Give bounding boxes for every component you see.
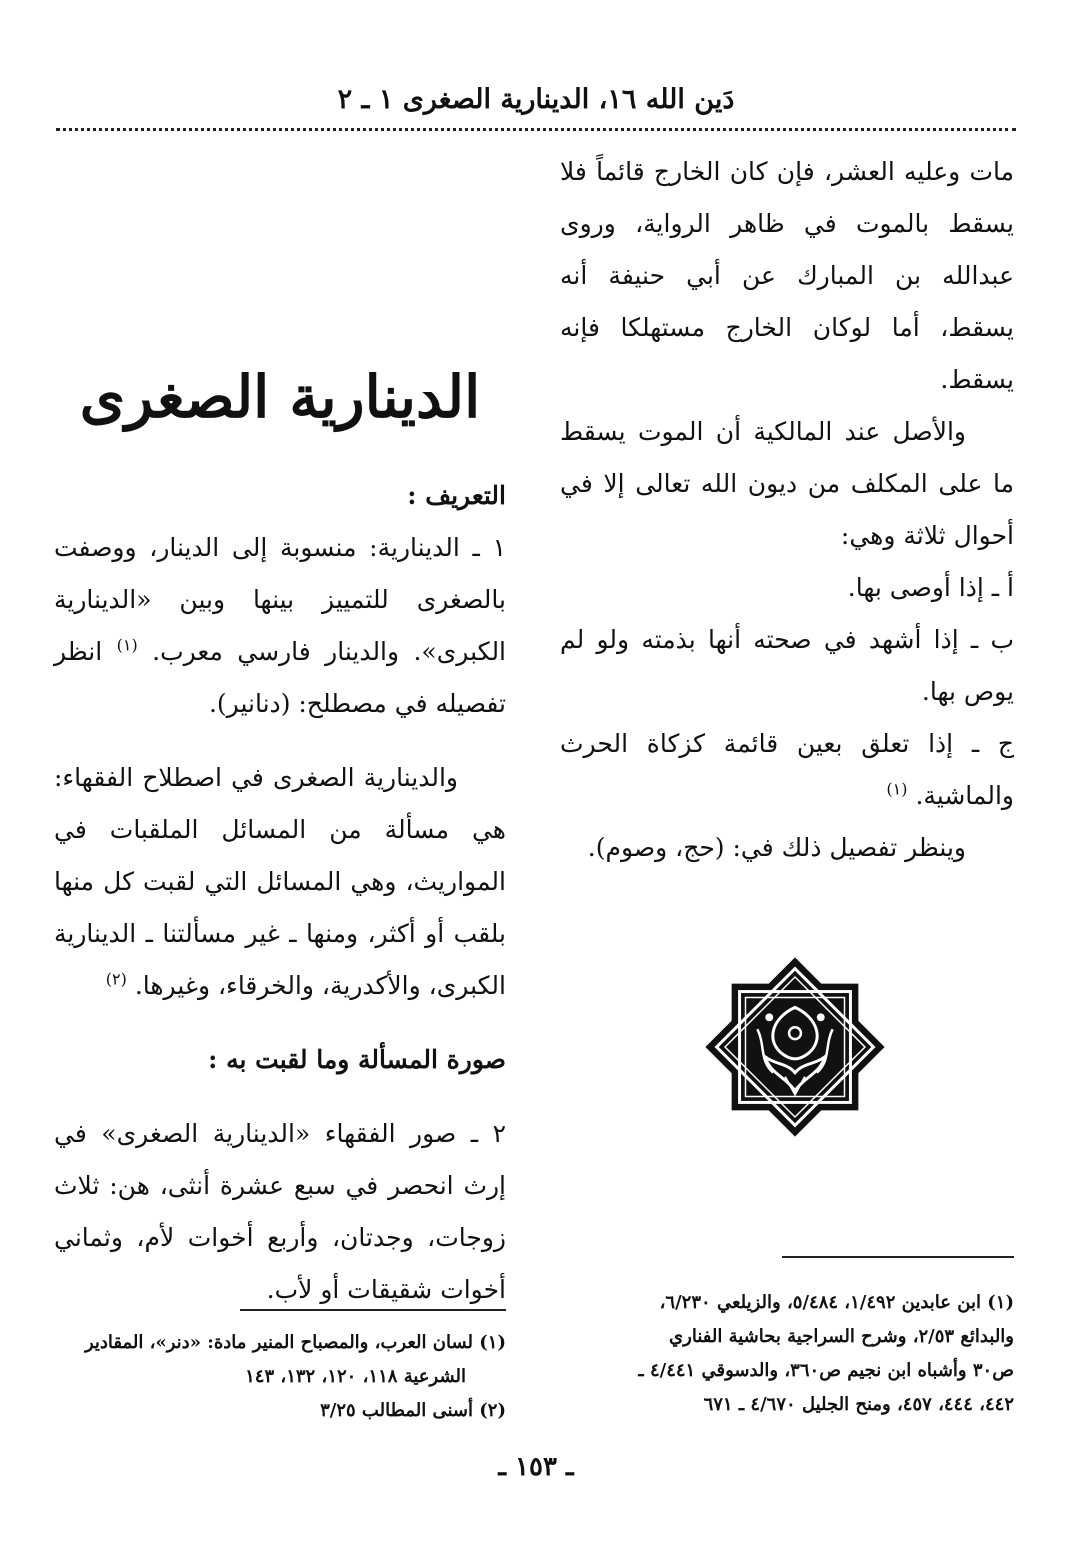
spacer: [54, 730, 506, 752]
running-header: دَين الله ١٦، الدينارية الصغرى ١ ـ ٢: [337, 84, 735, 115]
fuqaha-paragraph: [54, 752, 506, 1012]
list-item-c: [560, 718, 1014, 822]
footnote-rule-right: [782, 1256, 1014, 1258]
spacer: [54, 1012, 506, 1034]
list-item-a: أ ـ إذا أوصى بها.: [847, 573, 1014, 602]
footnote-ref: (١): [886, 779, 908, 799]
left-column: [54, 470, 506, 1316]
footnote-line: ٤٤٢، ٤٤٤، ٤٥٧، ومنح الجليل ٤/٦٧٠ ـ ٦٧١: [703, 1394, 1014, 1415]
definition-paragraph: [54, 522, 506, 730]
definition-text: ١ ـ الدينارية: منسوبة إلى الدينار، ووصفت بالصغرى للتمييز بينها وبين «الدينارية الكبرى». والدينار فارسي معرب.: [54, 533, 507, 666]
definition-heading: التعريف :: [407, 481, 506, 510]
article-title: الدينارية الصغرى: [79, 363, 481, 431]
footnote-line: (٢) أسنى المطالب ٣/٢٥: [320, 1400, 506, 1421]
right-paragraph-3: وينظر تفصيل ذلك في: (حج، وصوم).: [587, 833, 966, 862]
footnote-line: ص٣٠ وأشباه ابن نجيم ص٣٦٠، والدسوقي ٤/٤٤١ ـ: [638, 1360, 1014, 1381]
footnotes-left: [54, 1326, 506, 1428]
footnote-line: والبدائع ٢/٥٣، وشرح السراجية بحاشية الفناري: [669, 1326, 1014, 1347]
sura-paragraph: ٢ ـ صور الفقهاء «الدينارية الصغرى» في إرث انحصر في سبع عشرة أنثى، هن: ثلاث زوجات، وجدتان، وأربع أخوات لأم، وثماني أخوات شقيقات أو لأب.: [54, 1119, 506, 1304]
sura-heading: صورة المسألة وما لقبت به :: [208, 1045, 506, 1074]
spacer: [54, 1086, 506, 1108]
footnotes-right: [560, 1286, 1014, 1422]
page-number: ـ ١٥٣ ـ: [498, 1452, 574, 1482]
footnote-line: (١) لسان العرب، والمصباح المنير مادة: «دنر»، المقادير: [84, 1332, 506, 1353]
header-dotted-rule: [56, 128, 1016, 131]
list-item-c-text: ج ـ إذا تعلق بعين قائمة كزكاة الحرث والماشية.: [560, 729, 1014, 810]
fuqaha-text: والدينارية الصغرى في اصطلاح الفقهاء: هي مسألة من المسائل الملقبات في المواريث، وهي المسائل التي لقبت كل منها بلقب أو أكثر، ومنها ـ غير مسألتنا ـ الدينارية الكبرى، والأكدرية، والخرقاء، وغيرها.: [54, 763, 506, 1000]
footnote-rule-left: [240, 1309, 506, 1311]
footnote-ref: (٢): [105, 969, 127, 989]
footnote-line: الشرعية ١١٨، ١٢٠، ١٣٢، ١٤٣: [245, 1366, 466, 1387]
right-paragraph-1: مات وعليه العشر، فإن كان الخارج قائماً فلا يسقط بالموت في ظاهر الرواية، وروى عبدالله بن المبارك عن أبي حنيفة أنه يسقط، أما لوكان الخارج مستهلكا فإنه يسقط.: [560, 157, 1014, 394]
definition-text-tail: انظر تفصيله في مصطلح: (دنانير).: [54, 637, 506, 718]
list-item-b: ب ـ إذا أشهد في صحته أنها بذمته ولو لم يوص بها.: [560, 625, 1014, 706]
footnote-line: (١) ابن عابدين ١/٤٩٢، ٥/٤٨٤، والزيلعي ٦/٢٣٠،: [659, 1292, 1014, 1313]
right-paragraph-2: والأصل عند المالكية أن الموت يسقط ما على المكلف من ديون الله تعالى إلا في أحوال ثلاثة وهي:: [560, 417, 1014, 550]
octagram-arabesque-ornament-icon: [696, 948, 894, 1146]
footnote-ref: (١): [116, 635, 138, 655]
right-column: [560, 146, 1014, 874]
